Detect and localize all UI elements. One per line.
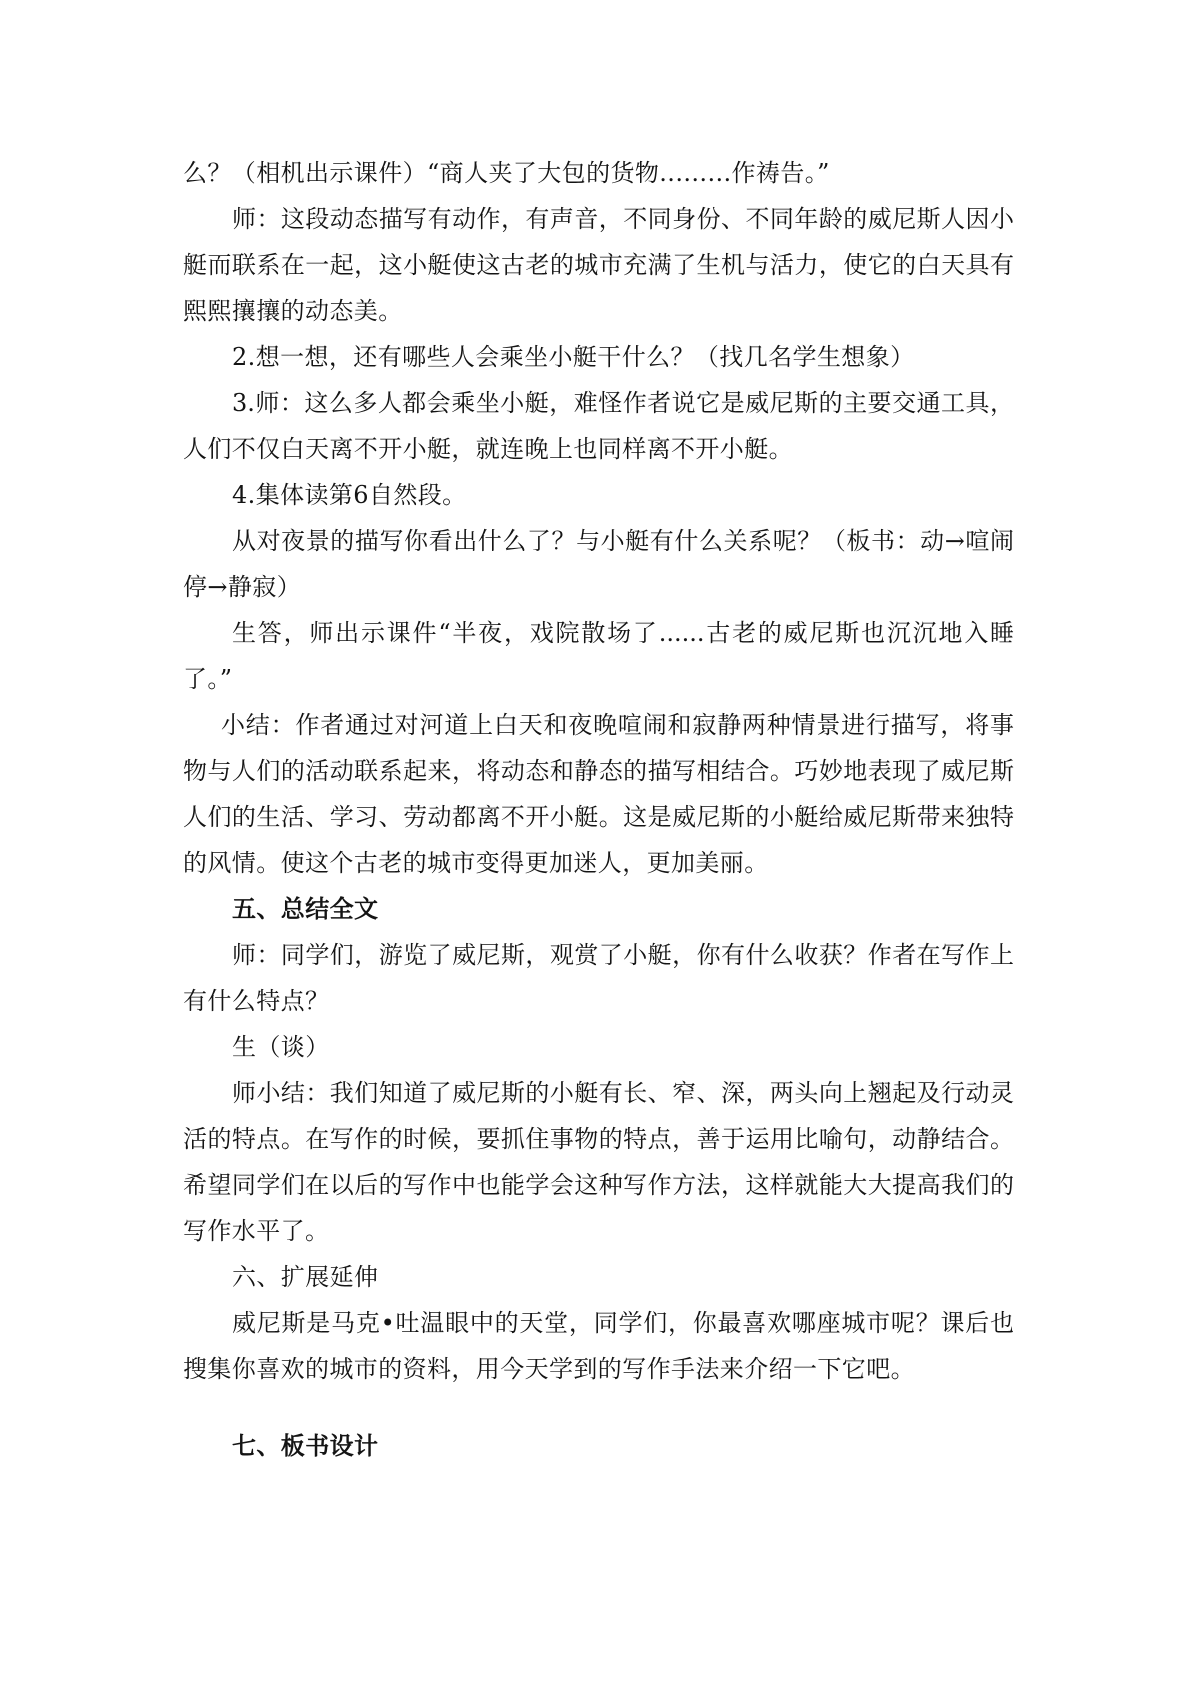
paragraph xyxy=(183,610,1014,702)
paragraph xyxy=(183,196,1014,334)
paragraph xyxy=(183,150,1014,196)
paragraph-line: 生答，师出示课件“半夜，戏院散场了......古老的威尼斯也沉沉地入睡 xyxy=(232,619,1014,647)
paragraph-line: 有什么特点？ xyxy=(183,987,330,1015)
paragraph-line: 活的特点。在写作的时候，要抓住事物的特点，善于运用比喻句，动静结合。 xyxy=(183,1125,1014,1153)
paragraph xyxy=(183,932,1014,1024)
paragraph-line: 生（谈） xyxy=(232,1033,330,1061)
paragraph xyxy=(183,1024,1014,1070)
paragraph-line: 物与人们的活动联系起来，将动态和静态的描写相结合。巧妙地表现了威尼斯 xyxy=(183,757,1014,785)
paragraph-line: 师：同学们，游览了威尼斯，观赏了小艇，你有什么收获？作者在写作上 xyxy=(232,941,1014,969)
paragraph-line: 了。” xyxy=(183,665,233,693)
paragraph xyxy=(183,334,1014,380)
paragraph xyxy=(183,380,1014,472)
paragraph-line: 么？（相机出示课件）“商人夹了大包的货物.........作祷告。” xyxy=(183,159,830,187)
paragraph-line: 威尼斯是马克•吐温眼中的天堂，同学们，你最喜欢哪座城市呢？课后也 xyxy=(232,1309,1014,1337)
paragraph-line: 写作水平了。 xyxy=(183,1217,330,1245)
paragraph-line: 停→静寂） xyxy=(183,573,302,601)
paragraph-line: 艇而联系在一起，这小艇使这古老的城市充满了生机与活力，使它的白天具有 xyxy=(183,251,1014,279)
section-heading-board-design: 七、板书设计 xyxy=(232,1431,379,1460)
paragraph xyxy=(183,472,1014,518)
paragraph-line: 小结：作者通过对河道上白天和夜晚喧闹和寂静两种情景进行描写，将事 xyxy=(221,711,1014,739)
paragraph-line: 师小结：我们知道了威尼斯的小艇有长、窄、深，两头向上翘起及行动灵 xyxy=(232,1079,1014,1107)
paragraph-line: 希望同学们在以后的写作中也能学会这种写作方法，这样就能大大提高我们的 xyxy=(183,1171,1014,1199)
paragraph xyxy=(183,518,1014,610)
section-heading-extension: 六、扩展延伸 xyxy=(232,1263,379,1291)
paragraph-line: 人们不仅白天离不开小艇，就连晚上也同样离不开小艇。 xyxy=(183,435,793,463)
paragraph xyxy=(183,1300,1014,1392)
paragraph-line: 4.集体读第6自然段。 xyxy=(232,481,467,509)
paragraph-line: 3.师：这么多人都会乘坐小艇，难怪作者说它是威尼斯的主要交通工具， xyxy=(232,389,1014,417)
paragraph-line: 搜集你喜欢的城市的资料，用今天学到的写作手法来介绍一下它吧。 xyxy=(183,1355,915,1383)
paragraph-line: 的风情。使这个古老的城市变得更加迷人，更加美丽。 xyxy=(183,849,769,877)
paragraph-line: 师：这段动态描写有动作，有声音，不同身份、不同年龄的威尼斯人因小 xyxy=(232,205,1014,233)
paragraph-line: 2.想一想，还有哪些人会乘坐小艇干什么？（找几名学生想象） xyxy=(232,343,915,371)
paragraph-line: 熙熙攘攘的动态美。 xyxy=(183,297,403,325)
section-heading-summary: 五、总结全文 xyxy=(232,894,379,923)
paragraph xyxy=(183,702,1014,886)
paragraph-line: 人们的生活、学习、劳动都离不开小艇。这是威尼斯的小艇给威尼斯带来独特 xyxy=(183,803,1014,831)
paragraph xyxy=(183,1070,1014,1254)
document-body xyxy=(183,150,1014,1469)
paragraph-line: 从对夜景的描写你看出什么了？与小艇有什么关系呢？（板书：动→喧闹 xyxy=(232,527,1014,555)
